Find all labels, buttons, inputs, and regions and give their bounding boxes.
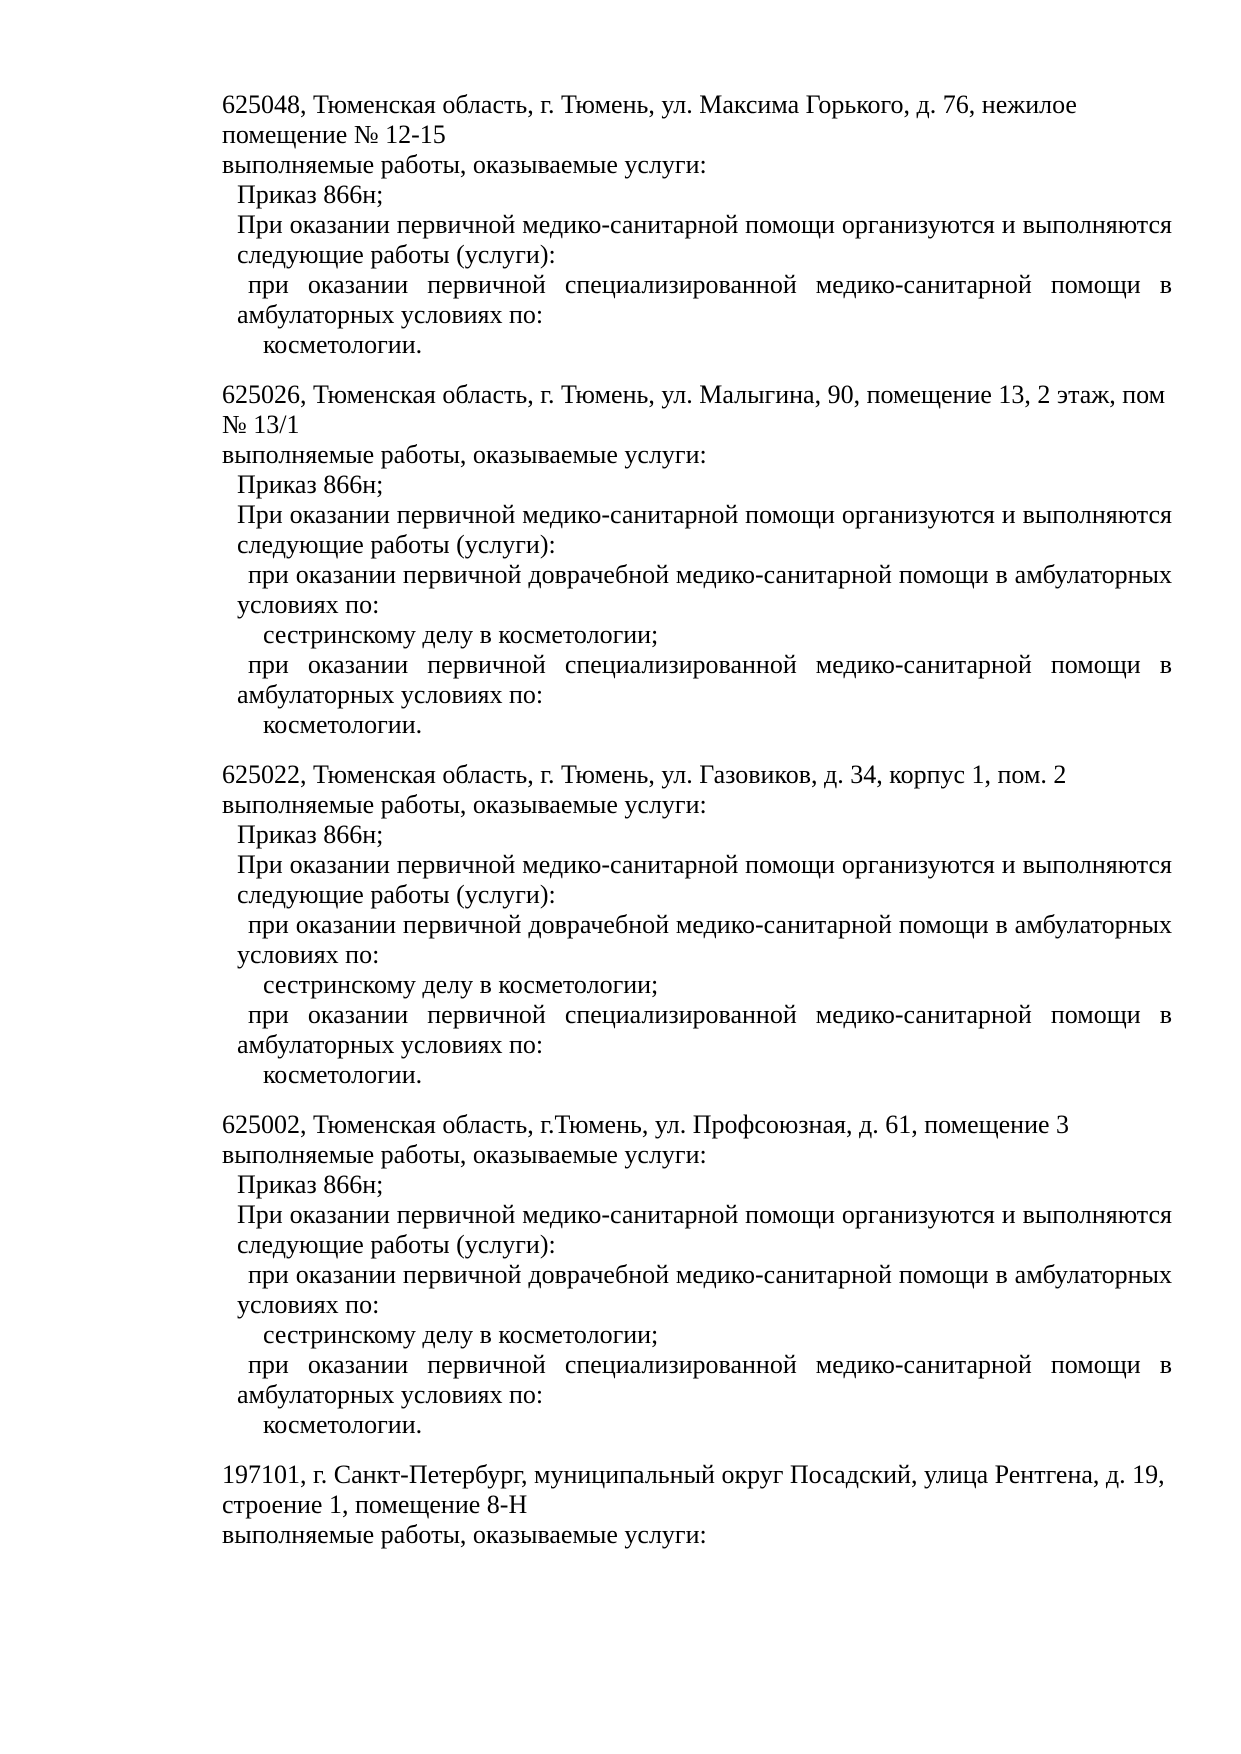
works-services-label: выполняемые работы, оказываемые услуги: (222, 150, 707, 179)
service-item: сестринскому делу в косметологии; (263, 970, 659, 999)
service-item: косметологии. (263, 1060, 423, 1089)
license-address-section (222, 1460, 1172, 1550)
section-address: 625048, Тюменская область, г. Тюмень, ул. Максима Горького, д. 76, нежилое помещение № 12-15 (222, 90, 1077, 149)
license-address-section (222, 380, 1172, 740)
works-services-label: выполняемые работы, оказываемые услуги: (222, 440, 707, 469)
service-item: При оказании первичной медико-санитарной помощи организуются и выполняются следующие работы (услуги): (237, 210, 1172, 269)
service-item: при оказании первичной специализированной медико-санитарной помощи в амбулаторных условиях по: (237, 650, 1172, 709)
service-item: При оказании первичной медико-санитарной помощи организуются и выполняются следующие работы (услуги): (237, 850, 1172, 909)
service-item: при оказании первичной специализированной медико-санитарной помощи в амбулаторных условиях по: (237, 1000, 1172, 1059)
service-item: Приказ 866н; (237, 1170, 384, 1199)
service-item: косметологии. (263, 1410, 423, 1439)
works-services-label: выполняемые работы, оказываемые услуги: (222, 1520, 707, 1549)
license-address-section (222, 760, 1172, 1090)
works-services-label: выполняемые работы, оказываемые услуги: (222, 790, 707, 819)
service-item: при оказании первичной специализированной медико-санитарной помощи в амбулаторных условиях по: (237, 270, 1172, 329)
service-item: при оказании первичной специализированной медико-санитарной помощи в амбулаторных условиях по: (237, 1350, 1172, 1409)
service-item: при оказании первичной доврачебной медико-санитарной помощи в амбулаторных условиях по: (237, 910, 1172, 969)
service-item: Приказ 866н; (237, 470, 384, 499)
service-item: При оказании первичной медико-санитарной помощи организуются и выполняются следующие работы (услуги): (237, 500, 1172, 559)
works-services-label: выполняемые работы, оказываемые услуги: (222, 1140, 707, 1169)
service-item: косметологии. (263, 710, 423, 739)
license-address-section (222, 90, 1172, 360)
license-addresses-list (222, 90, 1172, 1550)
section-address: 197101, г. Санкт-Петербург, муниципальный округ Посадский, улица Рентгена, д. 19, строение 1, помещение 8-Н (222, 1460, 1165, 1519)
section-address: 625026, Тюменская область, г. Тюмень, ул. Малыгина, 90, помещение 13, 2 этаж, пом № 13/1 (222, 380, 1166, 439)
service-item: косметологии. (263, 330, 423, 359)
service-item: Приказ 866н; (237, 180, 384, 209)
section-address: 625022, Тюменская область, г. Тюмень, ул. Газовиков, д. 34, корпус 1, пом. 2 (222, 760, 1067, 789)
service-item: При оказании первичной медико-санитарной помощи организуются и выполняются следующие работы (услуги): (237, 1200, 1172, 1259)
service-item: при оказании первичной доврачебной медико-санитарной помощи в амбулаторных условиях по: (237, 1260, 1172, 1319)
section-address: 625002, Тюменская область, г.Тюмень, ул. Профсоюзная, д. 61, помещение 3 (222, 1110, 1070, 1139)
license-address-section (222, 1110, 1172, 1440)
service-item: Приказ 866н; (237, 820, 384, 849)
service-item: при оказании первичной доврачебной медико-санитарной помощи в амбулаторных условиях по: (237, 560, 1172, 619)
service-item: сестринскому делу в косметологии; (263, 1320, 659, 1349)
service-item: сестринскому делу в косметологии; (263, 620, 659, 649)
